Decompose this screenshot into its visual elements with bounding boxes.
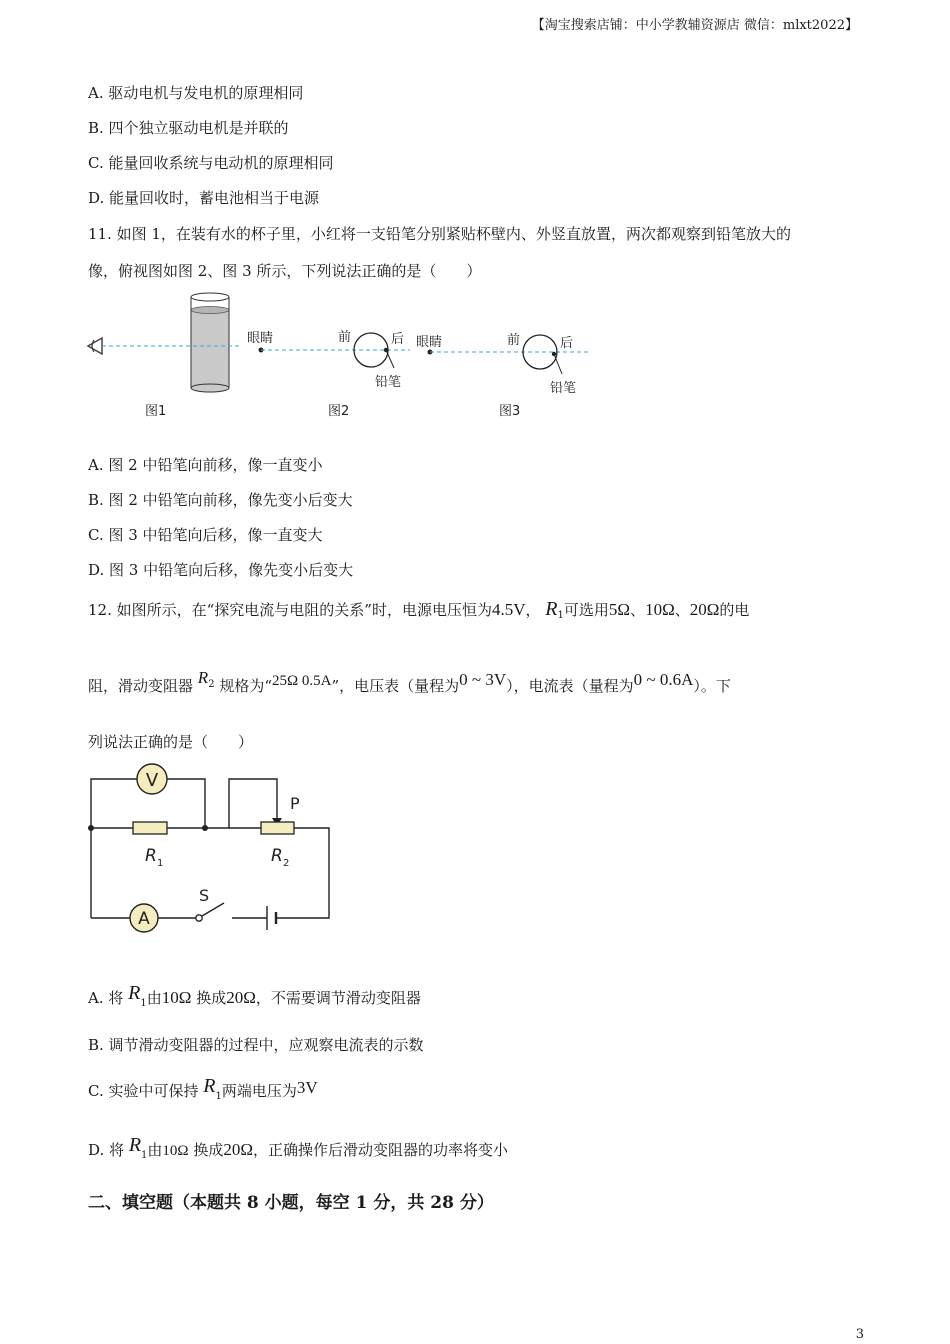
fig2-caption: 图2 <box>328 404 350 419</box>
q10-option-b: B. 四个独立驱动电机是并联的 <box>88 119 289 137</box>
fig1-caption: 图1 <box>145 404 167 419</box>
q12-voltage: 4.5V <box>491 600 526 619</box>
q12-opt-10ohm: 10Ω <box>645 600 675 619</box>
resistor-r1 <box>133 822 167 834</box>
q12-text: 规格为“ <box>219 677 273 695</box>
ammeter-label: A <box>138 909 150 929</box>
q12-a-r-sub: 1 <box>140 998 147 1009</box>
q12-a-text: A. 将 <box>88 989 124 1007</box>
q12-d-r-sub: 1 <box>141 1150 148 1161</box>
q12-option-b: B. 调节滑动变阻器的过程中，应观察电流表的示数 <box>88 1036 424 1054</box>
q12-d-text: 由 <box>147 1141 163 1159</box>
fig2-back-label: 后 <box>391 332 405 347</box>
q12-c-value: 3V <box>296 1078 318 1097</box>
q11-option-b: B. 图 2 中铅笔向前移，像先变小后变大 <box>88 491 353 509</box>
q12-a-text: 换成 <box>196 989 227 1007</box>
section-heading: 二、填空题（本题共 8 小题，每空 1 分，共 28 分） <box>88 1193 494 1213</box>
q12-text: 、 <box>630 601 646 619</box>
q12-a-r-symbol: R <box>128 982 141 1004</box>
fig3-front-label: 前 <box>507 333 521 348</box>
q12-c-text: C. 实验中可保持 <box>88 1082 199 1100</box>
q12-r1-sub: 1 <box>557 610 564 621</box>
q12-d-from: 10Ω <box>162 1143 189 1159</box>
fig3-back-label: 后 <box>560 336 574 351</box>
fig3-eye-label: 眼睛 <box>416 335 443 350</box>
fig3-pencil-label: 铅笔 <box>550 381 577 396</box>
water-cup <box>191 293 229 392</box>
q10-option-d: D. 能量回收时，蓄电池相当于电源 <box>88 189 320 207</box>
page-number: 3 <box>855 1327 864 1342</box>
q12-c-r-sub: 1 <box>215 1091 222 1102</box>
q10-option-a: A. 驱动电机与发电机的原理相同 <box>88 84 304 102</box>
q12-stem-line2 <box>88 668 731 696</box>
q12-a-text: 由 <box>146 989 162 1007</box>
q12-d-text: D. 将 <box>88 1141 125 1159</box>
q11-stem-line1: 11. 如图 1，在装有水的杯子里，小红将一支铅笔分别紧贴杯壁内、外竖直放置，两次都观察到铅笔放大的 <box>88 225 791 243</box>
q12-a-from: 10Ω <box>161 988 192 1007</box>
q12-ammeter-range: 0 ~ 0.6A <box>633 670 694 689</box>
q12-text: 可选用 <box>563 601 609 619</box>
fig3-caption: 图3 <box>499 404 521 419</box>
switch-label-s: S <box>199 886 210 905</box>
switch-contact <box>196 915 202 921</box>
q10-option-c: C. 能量回收系统与电动机的原理相同 <box>88 154 334 172</box>
q11-option-d: D. 图 3 中铅笔向后移，像先变小后变大 <box>88 561 354 579</box>
q11-stem-line2: 像，俯视图如图 2、图 3 所示，下列说法正确的是（ ） <box>88 262 482 280</box>
q12-a-text: ，不需要调节滑动变阻器 <box>255 989 421 1007</box>
q12-a-to: 20Ω <box>226 988 256 1007</box>
q11-option-a: A. 图 2 中铅笔向前移，像一直变小 <box>88 456 323 474</box>
q11-option-c: C. 图 3 中铅笔向后移，像一直变大 <box>88 526 323 544</box>
q12-d-text: ，正确操作后滑动变阻器的功率将变小 <box>253 1141 509 1159</box>
r1-label-sub: 1 <box>157 858 164 869</box>
q12-stem-line1 <box>88 598 749 621</box>
q12-r1-symbol: R <box>545 598 558 620</box>
q12-c-r-symbol: R <box>203 1075 216 1097</box>
q12-r2-sub: 2 <box>208 679 215 690</box>
q12-rheostat-spec: 25Ω 0.5A <box>272 673 332 689</box>
q12-opt-5ohm: 5Ω <box>608 600 631 619</box>
q12-r2-symbol: R <box>197 668 209 687</box>
fig2-eye-label: 眼睛 <box>247 331 274 346</box>
q11-figure <box>80 288 610 428</box>
q12-voltmeter-range: 0 ~ 3V <box>459 670 507 689</box>
q12-text: ），电流表（量程为 <box>506 677 634 695</box>
fig2-pencil-label: 铅笔 <box>375 375 402 390</box>
page-header: 【淘宝搜索店铺：中小学教辅资源店 微信：mlxt2022】 <box>531 18 858 33</box>
fig2-front-label: 前 <box>338 330 352 345</box>
slider-label-p: P <box>290 794 300 813</box>
q12-opt-20ohm: 20Ω <box>689 600 720 619</box>
q12-stem-line3: 列说法正确的是（ ） <box>88 733 254 751</box>
q12-text: 12. 如图所示，在“探究电流与电阻的关系”时，电源电压恒为 <box>88 601 492 619</box>
q12-option-d <box>88 1134 508 1161</box>
r2-label-sub: 2 <box>283 858 290 869</box>
q12-d-text: 换成 <box>193 1141 224 1159</box>
q12-c-text: 两端电压为 <box>221 1082 297 1100</box>
q12-d-r-symbol: R <box>128 1134 142 1156</box>
voltmeter-label: V <box>145 770 159 791</box>
q12-text: ， <box>525 601 541 619</box>
q12-option-c <box>88 1075 318 1102</box>
q12-text: ”，电压表（量程为 <box>331 677 460 695</box>
r1-label: R <box>145 846 157 866</box>
rheostat-r2 <box>261 822 294 834</box>
q12-option-a <box>88 982 421 1009</box>
q12-text: 的电 <box>719 601 750 619</box>
q12-text: ）。下 <box>693 677 731 695</box>
eye-icon <box>88 338 102 354</box>
q12-circuit-diagram <box>84 760 344 940</box>
q12-d-to: 20Ω <box>223 1140 254 1159</box>
q12-text: 、 <box>674 601 690 619</box>
q12-text: 阻，滑动变阻器 <box>88 677 194 695</box>
r2-label: R <box>271 846 283 866</box>
